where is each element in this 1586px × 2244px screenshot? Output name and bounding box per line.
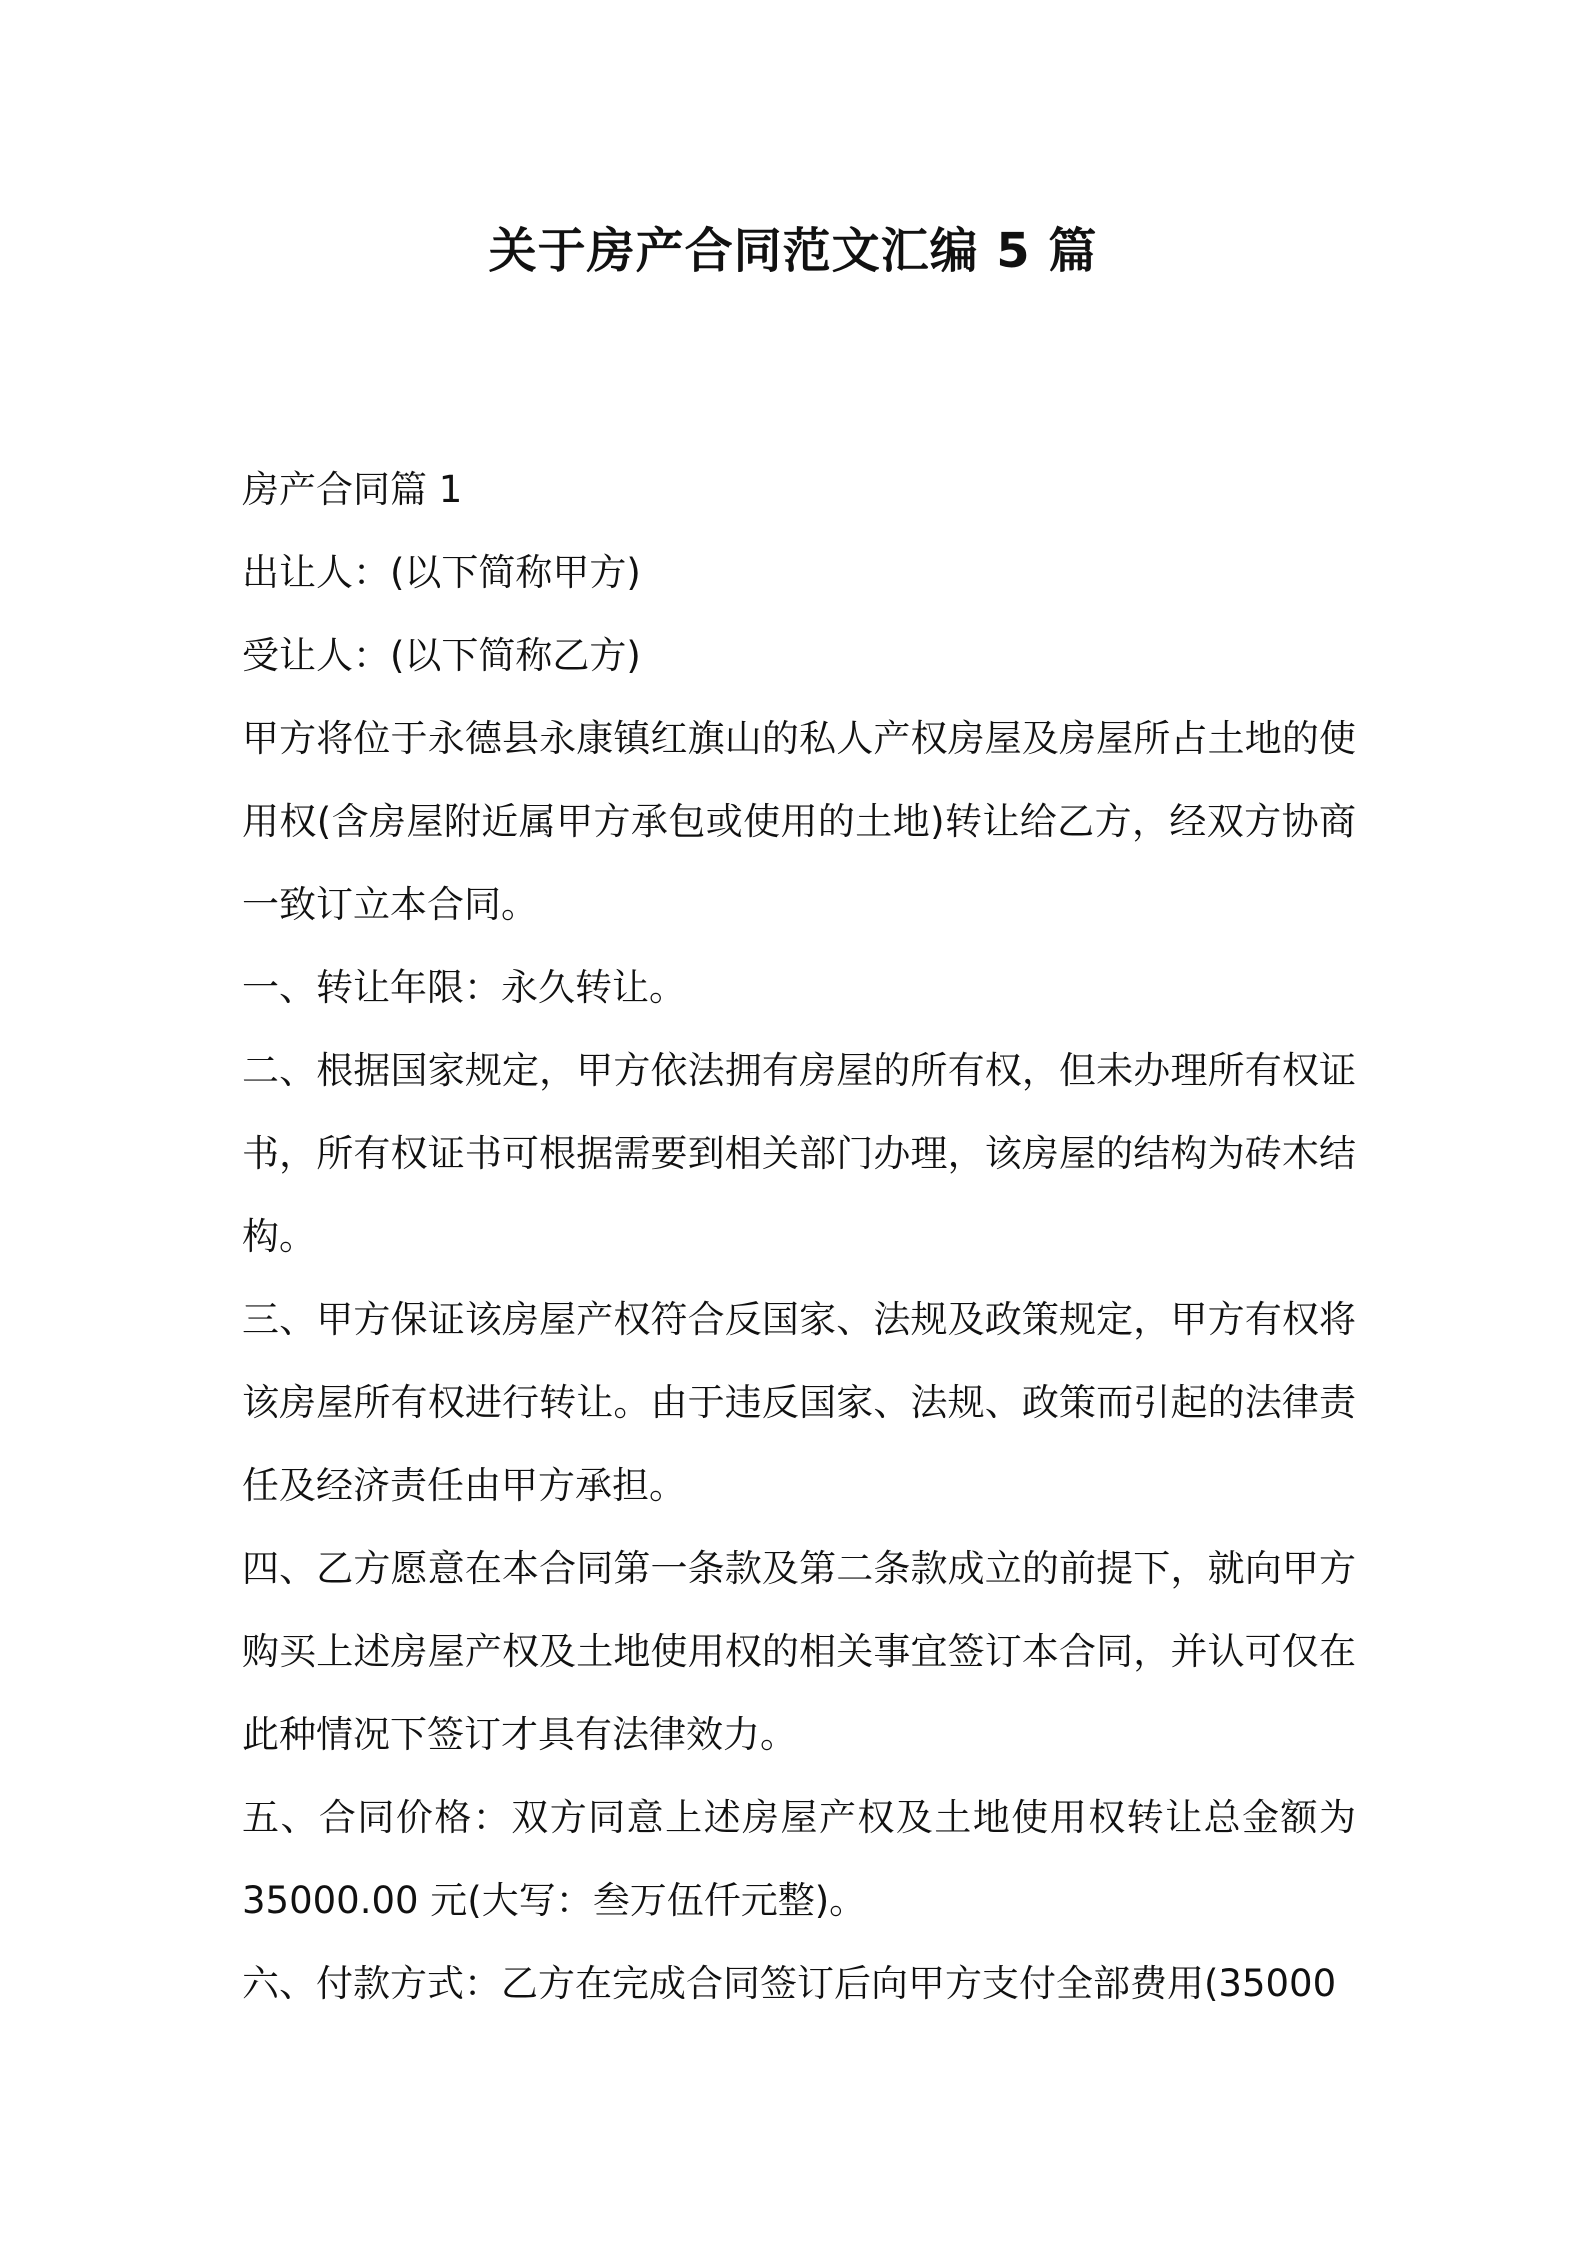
clause-3: 三、甲方保证该房屋产权符合反国家、法规及政策规定，甲方有权将该房屋所有权进行转让。由于违反国家、法规、政策而引起的法律责任及经济责任由甲方承担。 <box>242 1298 1356 1507</box>
document-title: 关于房产合同范文汇编 5 篇 <box>488 223 1098 279</box>
clause-5: 五、合同价格：双方同意上述房屋产权及土地使用权转让总金额为35000.00 元(大写：叁万伍仟元整)。 <box>242 1796 1356 1922</box>
document-body <box>242 448 1356 2025</box>
paragraph-transferor: 出让人：(以下简称甲方) <box>242 551 641 594</box>
paragraph-transferee: 受让人：(以下简称乙方) <box>242 634 641 677</box>
section-heading: 房产合同篇 1 <box>242 468 463 511</box>
clause-2: 二、根据国家规定，甲方依法拥有房屋的所有权，但未办理所有权证书，所有权证书可根据需要到相关部门办理，该房屋的结构为砖木结构。 <box>242 1049 1356 1258</box>
clause-1: 一、转让年限：永久转让。 <box>242 966 686 1009</box>
clause-6: 六、付款方式：乙方在完成合同签订后向甲方支付全部费用(35000 <box>242 1962 1337 2005</box>
paragraph-intro: 甲方将位于永德县永康镇红旗山的私人产权房屋及房屋所占土地的使用权(含房屋附近属甲方承包或使用的土地)转让给乙方，经双方协商一致订立本合同。 <box>242 717 1356 926</box>
clause-4: 四、乙方愿意在本合同第一条款及第二条款成立的前提下，就向甲方购买上述房屋产权及土地使用权的相关事宜签订本合同，并认可仅在此种情况下签订才具有法律效力。 <box>242 1547 1356 1756</box>
